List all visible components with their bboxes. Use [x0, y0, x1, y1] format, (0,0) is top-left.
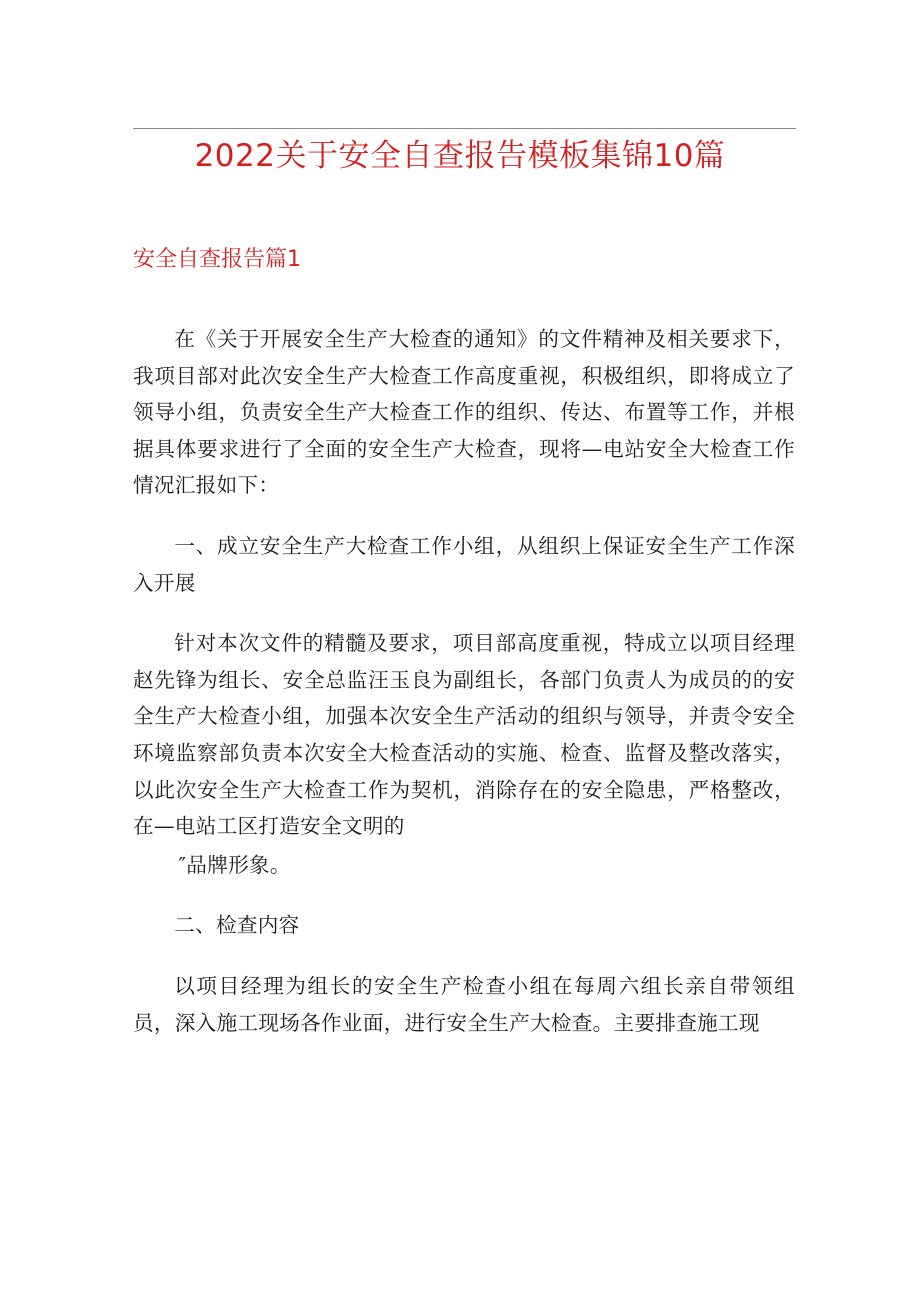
document-body	[133, 321, 795, 1065]
header-rule	[133, 128, 796, 129]
document-title: 2022关于安全自查报告模板集锦10篇	[194, 138, 726, 174]
paragraph-brand-image: ″品牌形象。	[178, 852, 291, 877]
paragraph-section-one-body: 针对本次文件的精髓及要求，项目部高度重视，特成立以项目经理赵先锋为组长、安全总监汪玉良为副组长，各部门负责人为成员的的安全生产大检查小组，加强本次安全生产活动的组织与领导，并责令安全环境监察部负责本次安全大检查活动的实施、检查、监督及整改落实，以此次安全生产大检查工作为契机，消除存在的安全隐患，严格整改，在—电站工区打造安全文明的	[133, 631, 795, 839]
paragraph-intro: 在《关于开展安全生产大检查的通知》的文件精神及相关要求下，我项目部对此次安全生产大检查工作高度重视，积极组织，即将成立了领导小组，负责安全生产大检查工作的组织、传达、布置等工作，并根据具体要求进行了全面的安全生产大检查，现将—电站安全大检查工作情况汇报如下：	[133, 327, 795, 498]
paragraph-section-two-body: 以项目经理为组长的安全生产检查小组在每周六组长亲自带领组员，深入施工现场各作业面，进行安全生产大检查。主要排查施工现	[133, 973, 795, 1035]
paragraph-section-two-heading: 二、检查内容	[174, 913, 300, 938]
paragraph-section-one-heading: 一、成立安全生产大检查工作小组，从组织上保证安全生产工作深入开展	[133, 533, 795, 595]
section-heading: 安全自查报告篇1	[133, 247, 301, 272]
